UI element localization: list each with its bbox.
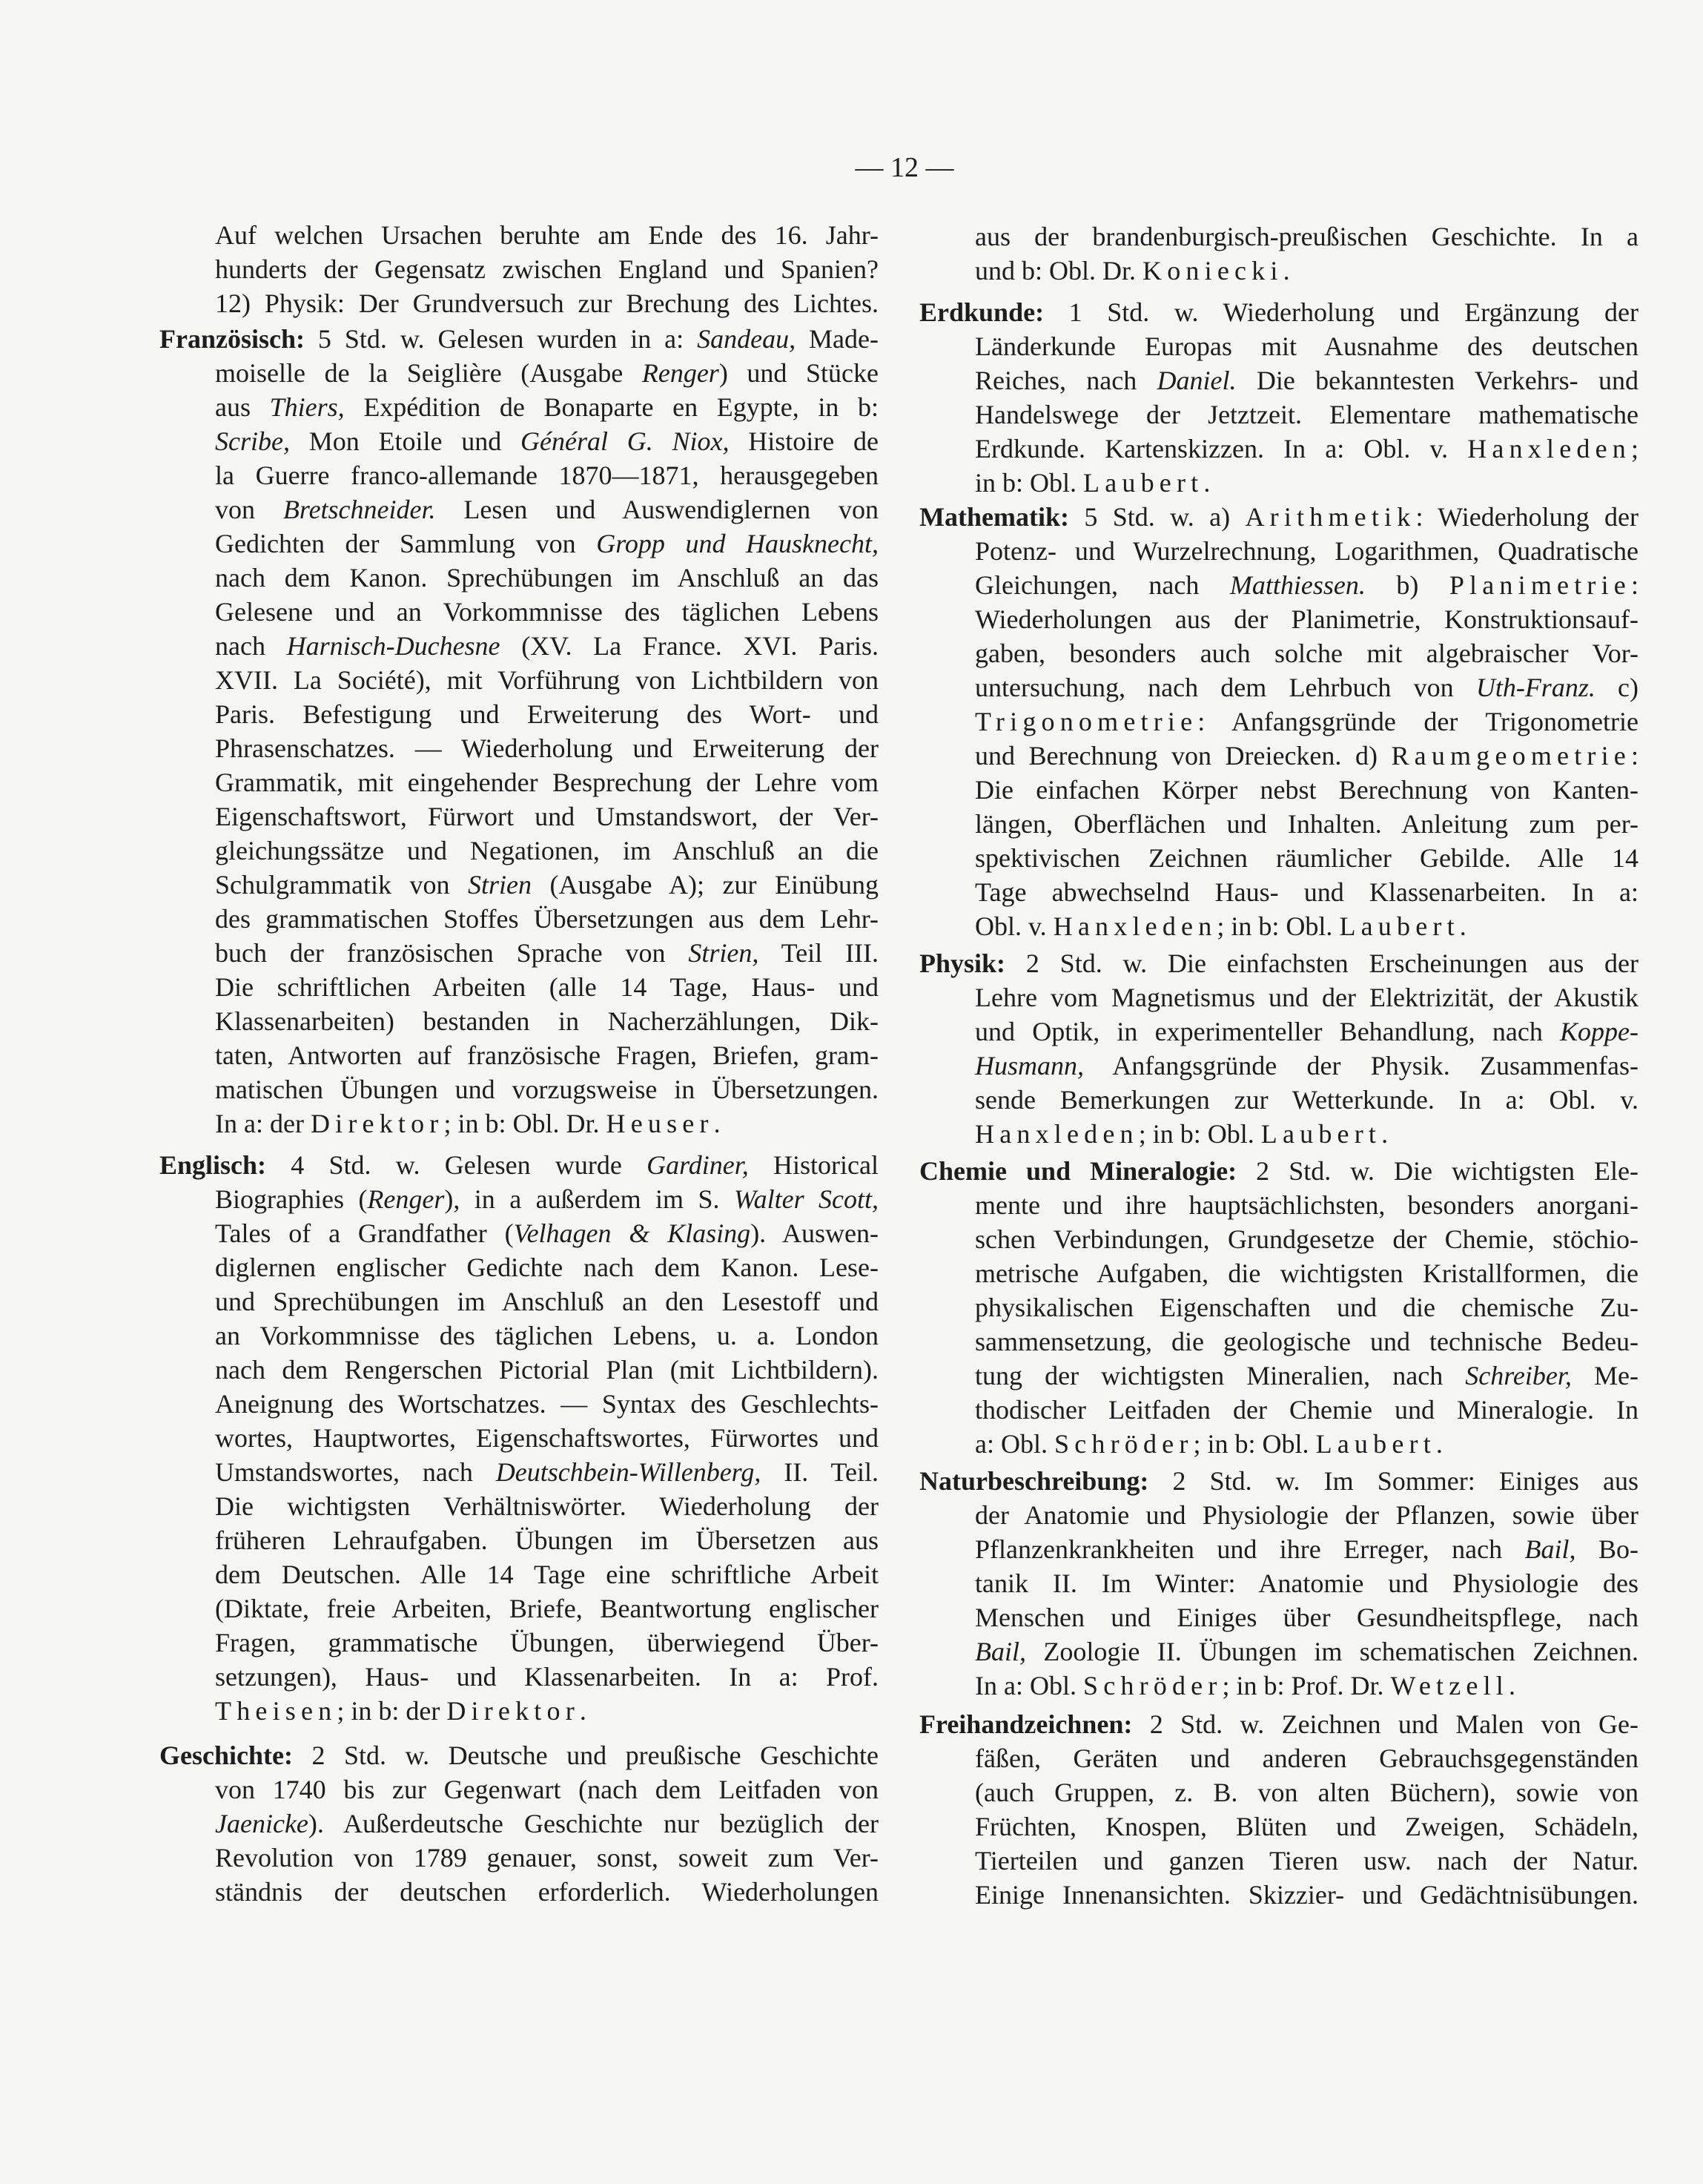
subject-heading: Physik: [919,949,1006,978]
text-run: Obl. v. [975,911,1054,941]
spaced-name: Planimetrie [1449,570,1631,600]
text-run: Gelesene und an Vorkommnisse des täglichen Lebens [215,597,879,627]
text-line [919,1532,1638,1566]
text-run: : [1630,741,1638,771]
text-line [919,1707,1638,1741]
spaced-name: Raumgeometrie [1391,741,1631,771]
text-line [159,1694,879,1728]
text-run: (Diktate, freie Arbeiten, Briefe, Beantwortung englischer [215,1594,879,1623]
text-line [159,765,879,799]
text-run: Zoologie II. Übungen im schematischen Zeichnen. [1026,1637,1638,1666]
text-line [159,970,879,1004]
text-run: aus der brandenburgisch-preußischen Geschichte. In a [975,222,1638,251]
text-line [919,807,1638,841]
text-line [159,1353,879,1387]
text-line [919,534,1638,568]
text-line [159,1216,879,1250]
text-run: Menschen und Einiges über Gesundheitspflege, nach [975,1603,1638,1632]
text-run: 2 Std. w. Die einfachsten Erscheinungen aus der [1005,949,1638,978]
paragraph-continuation [159,218,879,320]
text-run: physikalischen Eigenschaften und die chemische Zu- [975,1293,1638,1322]
text-run: Wiederholungen aus der Planimetrie, Konstruktionsauf- [975,604,1638,634]
text-line [919,1324,1638,1359]
text-run: ; in b: Obl. [1193,1429,1316,1459]
text-run: Die schriftlichen Arbeiten (alle 14 Tage, Haus- und [215,972,879,1002]
spaced-name: Direktor [310,1109,444,1138]
text-run: Handelswege der Jetztzeit. Elementare mathematische [975,400,1638,429]
text-line [919,1634,1638,1669]
text-run: (XV. La France. XVI. Paris. [500,631,879,661]
italic-title: Sandeau, [697,324,796,354]
paragraph-erdkunde [919,295,1638,500]
text-run: aus [215,392,270,422]
text-run: ; in b: Obl. [1138,1119,1261,1149]
text-line [159,1626,879,1660]
italic-title: Bail, [1524,1534,1576,1564]
text-run: mente und ihre hauptsächlichsten, besonders anorgani- [975,1190,1638,1220]
spaced-name: Laubert [1083,468,1204,498]
italic-title: Uth-Franz. [1475,673,1595,702]
text-line [919,739,1638,773]
text-run: und Berechnung von Dreiecken. d) [975,741,1392,771]
paragraph-geschichte-continuation [919,220,1638,288]
text-line [919,1809,1638,1844]
italic-title: Husmann, [975,1051,1085,1081]
text-run: 2 Std. w. Zeichnen und Malen von Ge- [1132,1709,1638,1739]
text-run: 5 Std. w. a) [1068,502,1246,532]
italic-title: Deutschbein-Willenberg, [495,1457,761,1487]
text-run: . [1283,256,1290,286]
paragraph-franzoesisch [159,322,879,1141]
text-run: nach dem Rengerschen Pictorial Plan (mit Lichtbildern). [215,1355,879,1385]
text-run: buch der französischen Sprache von [215,938,689,968]
italic-title: Renger [641,358,719,388]
spaced-name: Trigonometrie [975,707,1198,736]
text-run: schen Verbindungen, Grundgesetze der Chemie, stöchio- [975,1224,1638,1254]
text-line [159,902,879,936]
text-line [919,1049,1638,1083]
text-run: Tierteilen und ganzen Tieren usw. nach der Natur. [975,1846,1638,1875]
text-run: Eigenschaftswort, Fürwort und Umstandswort, der Ver- [215,802,879,831]
text-line [159,424,879,458]
spaced-name: Laubert [1315,1429,1436,1459]
text-line [919,602,1638,636]
italic-title: Schreiber, [1465,1361,1572,1390]
text-run: von [215,495,283,524]
text-line [159,356,879,390]
italic-title: Koppe- [1560,1017,1638,1046]
text-run: . [1381,1119,1389,1149]
text-line [159,834,879,868]
text-line [919,1669,1638,1703]
spaced-name: Direktor [446,1696,580,1726]
paragraph-chemie-mineralogie [919,1154,1638,1461]
text-line [919,1427,1638,1461]
text-run: Mon Etoile und [289,426,521,456]
text-run: ), in a außerdem im S. [444,1184,734,1214]
text-line [159,629,879,663]
text-line [159,1841,879,1875]
spaced-name: Hanxleden [1467,434,1631,463]
text-run: matischen Übungen und vorzugsweise in Übersetzungen. [215,1075,879,1104]
text-line [919,295,1638,329]
text-line [919,636,1638,670]
text-line [919,1222,1638,1256]
text-line [919,1498,1638,1532]
text-run: Erdkunde. Kartenskizzen. In a: Obl. v. [975,434,1468,463]
text-run: 1 Std. w. Wiederholung und Ergänzung der [1044,297,1638,327]
text-run: und b: Obl. Dr. [975,256,1143,286]
spaced-name: Arithmetik [1245,502,1416,532]
text-line [159,1004,879,1038]
text-run: Lehre vom Magnetismus und der Elektrizität, der Akustik [975,983,1638,1012]
text-line [159,1523,879,1557]
text-line [159,1738,879,1772]
text-line [159,1591,879,1626]
text-run: Tales of a Grandfather ( [215,1218,514,1248]
text-run: ; in b: Obl. Dr. [443,1109,606,1138]
italic-title: Général G. Niox, [520,426,730,456]
text-run: Die wichtigsten Verhältniswörter. Wiederholung der [215,1491,879,1521]
text-run: nach [215,631,287,661]
spaced-name: Wetzell [1390,1671,1509,1700]
text-run: Umstandswortes, nach [215,1457,496,1487]
text-line [159,663,879,697]
text-run: ). Außerdeutsche Geschichte nur bezüglich der [308,1809,879,1838]
text-line [159,1455,879,1489]
text-line [919,946,1638,980]
text-run: moiselle de la Seiglière (Ausgabe [215,358,642,388]
text-run: längen, Oberflächen und Inhalten. Anleitung zum per- [975,809,1638,839]
text-line [159,1284,879,1319]
text-run: taten, Antworten auf französische Fragen, Briefen, gram- [215,1040,879,1070]
text-run: Expédition de Bonaparte en Egypte, in b: [344,392,879,422]
paragraph-englisch [159,1148,879,1728]
text-run: Länderkunde Europas mit Ausnahme des deutschen [975,331,1638,361]
text-run: früheren Lehraufgaben. Übungen im Übersetzen aus [215,1525,879,1555]
text-run: . [579,1696,586,1726]
text-run: Einige Innenansichten. Skizzier- und Gedächtnisübungen. [975,1880,1638,1910]
text-line [159,561,879,595]
italic-title: Strien [468,870,532,900]
text-run: 2 Std. w. Deutsche und preußische Geschichte [292,1741,879,1770]
paragraph-physik [919,946,1638,1151]
text-run: ; in b: der [337,1696,447,1726]
text-run: (Ausgabe A); zur Einübung [532,870,879,900]
text-run: Früchten, Knospen, Blüten und Zweigen, Schädeln, [975,1812,1638,1841]
italic-title: Renger [367,1184,445,1214]
paragraph-mathematik [919,500,1638,943]
text-run: In a: Obl. [975,1671,1083,1700]
text-line [919,397,1638,432]
text-run: Fragen, grammatische Übungen, überwiegend Über- [215,1628,879,1657]
text-run: : Wiederholung der [1415,502,1638,532]
spaced-name: Theisen [215,1696,337,1726]
text-line [159,1250,879,1284]
text-line [159,1489,879,1523]
text-run: Aneignung des Wortschatzes. — Syntax des Geschlechts- [215,1389,879,1419]
text-run: Biographies ( [215,1184,368,1214]
text-line [159,868,879,902]
text-run: sende Bemerkungen zur Wetterkunde. In a: Obl. v. [975,1085,1638,1115]
text-line [919,432,1638,466]
text-run: gaben, besonders auch solche mit algebraischer Vor- [975,639,1638,668]
subject-heading: Französisch: [159,324,305,354]
text-run: Tage abwechselnd Haus- und Klassenarbeiten. In a: [975,877,1638,907]
subject-heading: Englisch: [159,1150,267,1180]
text-line [919,568,1638,602]
text-run: Made- [796,324,879,354]
text-run: Revolution von 1789 genauer, sonst, soweit zum Ver- [215,1843,879,1873]
text-line [919,1464,1638,1498]
italic-title: Bretschneider. [282,495,436,524]
text-run: tung der wichtigsten Mineralien, nach [975,1361,1466,1390]
text-line [919,1083,1638,1117]
text-run: In a: der [215,1109,311,1138]
text-run: Anfangsgründe der Physik. Zusammenfas- [1084,1051,1638,1081]
text-run: und Optik, in experimenteller Behandlung, nach [975,1017,1561,1046]
text-run: sammensetzung, die geologische und technische Bedeu- [975,1327,1638,1356]
text-run: : Anfangsgründe der Trigonometrie [1197,707,1638,736]
subject-heading: Chemie und Mineralogie: [919,1156,1237,1186]
text-run: b) [1365,570,1449,600]
text-line [159,286,879,320]
text-run: 12) Physik: Der Grundversuch zur Brechung des Lichtes. [215,288,879,318]
text-line [159,252,879,286]
subject-heading: Geschichte: [159,1741,293,1770]
text-line [159,697,879,731]
text-run: tanik II. Im Winter: Anatomie und Physiologie des [975,1568,1638,1598]
spaced-name: Schröder [1082,1671,1223,1700]
text-line [919,1741,1638,1775]
subject-heading: Erdkunde: [919,297,1045,327]
text-run: 5 Std. w. Gelesen wurden in a: [304,324,698,354]
text-run: diglernen englischer Gedichte nach dem Kanon. Lese- [215,1253,879,1282]
subject-heading: Naturbeschreibung: [919,1466,1149,1496]
text-run: an Vorkommnisse des täglichen Lebens, u. a. London [215,1321,879,1350]
text-run: wortes, Hauptwortes, Eigenschaftswortes, Fürwortes und [215,1423,879,1453]
text-line [919,1015,1638,1049]
text-run: la Guerre franco-allemande 1870—1871, herausgegeben [215,461,879,490]
text-line [159,731,879,765]
text-line [919,466,1638,500]
text-line [159,1660,879,1694]
page-number: — 12 — [855,152,954,183]
text-run: der Anatomie und Physiologie der Pflanzen, sowie über [975,1500,1638,1530]
text-run: in b: Obl. [975,468,1084,498]
text-run: thodischer Leitfaden der Chemie und Mineralogie. In [975,1395,1638,1425]
italic-title: Harnisch-Duchesne [286,631,500,661]
italic-title: Walter Scott, [733,1184,879,1214]
italic-title: Velhagen & Klasing [513,1218,751,1248]
text-run: ). Auswen- [750,1218,879,1248]
text-run: (auch Gruppen, z. B. von alten Büchern), sowie von [975,1778,1638,1807]
spaced-name: Heuser [606,1109,714,1138]
text-line [919,773,1638,807]
text-run: : [1630,570,1638,600]
paragraph-freihandzeichnen [919,1707,1638,1912]
text-run: des grammatischen Stoffes Übersetzungen aus dem Lehr- [215,904,879,934]
text-run: untersuchung, nach dem Lehrbuch von [975,673,1476,702]
italic-title: Daniel. [1157,366,1237,395]
text-run: setzungen), Haus- und Klassenarbeiten. In a: Prof. [215,1662,879,1692]
text-run: Gleichungen, nach [975,570,1230,600]
text-run: Historical [748,1150,879,1180]
text-line [919,1844,1638,1878]
text-line [159,1106,879,1141]
text-run: c) [1595,673,1638,702]
subject-heading: Mathematik: [919,502,1069,532]
text-run: Klassenarbeiten) bestanden in Nacherzählungen, Dik- [215,1006,879,1036]
text-run: Paris. Befestigung und Erweiterung des Wort- und [215,699,879,729]
text-run: ständnis der deutschen erforderlich. Wiederholungen [215,1877,879,1907]
text-line [919,1359,1638,1393]
text-line [919,670,1638,705]
text-run: Teil III. [758,938,879,968]
italic-title: Scribe, [215,426,290,456]
text-run: und Sprechübungen im Anschluß an den Lesestoff und [215,1287,879,1316]
italic-title: Gardiner, [647,1150,749,1180]
text-run: nach dem Kanon. Sprechübungen im Anschluß an das [215,563,879,593]
text-run: 2 Std. w. Die wichtigsten Ele- [1237,1156,1638,1186]
text-run: ; in b: Prof. Dr. [1222,1671,1391,1700]
text-line [919,363,1638,397]
text-line [159,458,879,492]
text-line [159,322,879,356]
text-line [919,705,1638,739]
text-run: Pflanzenkrankheiten und ihre Erreger, nach [975,1534,1525,1564]
italic-title: Strien, [688,938,759,968]
text-run: 4 Std. w. Gelesen wurde [266,1150,647,1180]
text-line [159,1038,879,1072]
text-run: . [1435,1429,1443,1459]
text-run: XVII. La Société), mit Vorführung von Lichtbildern von [215,665,879,695]
spaced-name: Hanxleden [975,1119,1139,1149]
text-run: Me- [1571,1361,1638,1390]
text-line [159,390,879,424]
text-line [919,1878,1638,1912]
text-line [919,1256,1638,1290]
text-run: . [713,1109,721,1138]
text-line [919,909,1638,943]
text-line [919,1775,1638,1809]
text-line [919,254,1638,288]
text-line [919,1154,1638,1188]
text-line [159,595,879,629]
text-run: metrische Aufgaben, die wichtigsten Kristallformen, die [975,1258,1638,1288]
text-run: . [1459,911,1466,941]
text-run: Gedichten der Sammlung von [215,529,597,558]
text-run: von 1740 bis zur Gegenwart (nach dem Leitfaden von [215,1775,879,1804]
text-line [159,799,879,834]
text-run: fäßen, Geräten und anderen Gebrauchsgegenständen [975,1743,1638,1773]
text-line [919,220,1638,254]
text-run: Phrasenschatzes. — Wiederholung und Erweiterung der [215,733,879,763]
text-line [159,1772,879,1807]
text-run: Die einfachen Körper nebst Berechnung von Kanten- [975,775,1638,805]
text-run: 2 Std. w. Im Sommer: Einiges aus [1148,1466,1638,1496]
text-line [919,1600,1638,1634]
text-run: . [1203,468,1211,498]
text-line [159,1807,879,1841]
text-run: . [1508,1671,1515,1700]
text-line [159,1148,879,1182]
text-run: a: Obl. [975,1429,1054,1459]
text-line [919,1290,1638,1324]
text-line [919,1188,1638,1222]
text-line [919,1566,1638,1600]
text-run: Reiches, nach [975,366,1157,395]
italic-title: Thiers, [269,392,345,422]
text-run: gleichungssätze und Negationen, im Anschluß an die [215,836,879,865]
text-line [919,1393,1638,1427]
text-line [159,492,879,527]
text-line [919,980,1638,1015]
paragraph-naturbeschreibung [919,1464,1638,1703]
spaced-name: Hanxleden [1053,911,1217,941]
text-line [159,1875,879,1909]
text-line [919,1117,1638,1151]
text-run: Auf welchen Ursachen beruhte am Ende des 16. Jahr- [215,220,879,250]
text-run: Schulgrammatik von [215,870,468,900]
text-line [919,500,1638,534]
text-run: Grammatik, mit eingehender Besprechung der Lehre vom [215,768,879,797]
text-line [919,841,1638,875]
text-line [159,1421,879,1455]
text-run: Die bekanntesten Verkehrs- und [1236,366,1638,395]
text-run: dem Deutschen. Alle 14 Tage eine schriftliche Arbeit [215,1560,879,1589]
text-run: II. Teil. [761,1457,879,1487]
text-line [159,1387,879,1421]
text-run: Bo- [1575,1534,1638,1564]
italic-title: Jaenicke [215,1809,308,1838]
text-line [159,527,879,561]
text-run: Histoire de [729,426,879,456]
spaced-name: Koniecki [1143,256,1283,286]
text-line [919,875,1638,909]
italic-title: Gropp und Hausknecht, [596,529,879,558]
text-run: ) und Stücke [718,358,879,388]
text-run: hunderts der Gegensatz zwischen England und Spanien? [215,254,879,284]
text-line [159,218,879,252]
italic-title: Bail, [975,1637,1026,1666]
text-line [159,936,879,970]
subject-heading: Freihandzeichnen: [919,1709,1133,1739]
text-line [159,1319,879,1353]
text-line [159,1072,879,1106]
spaced-name: Laubert [1339,911,1460,941]
text-line [919,329,1638,363]
text-line [159,1557,879,1591]
text-run: ; in b: Obl. [1217,911,1340,941]
text-run: ; [1630,434,1638,463]
text-run: Potenz- und Wurzelrechnung, Logarithmen, Quadratische [975,536,1638,566]
spaced-name: Schröder [1054,1429,1194,1459]
italic-title: Matthiessen. [1229,570,1366,600]
text-line [159,1182,879,1216]
text-run: Lesen und Auswendiglernen von [435,495,879,524]
text-run: spektivischen Zeichnen räumlicher Gebilde. Alle 14 [975,843,1638,873]
spaced-name: Laubert [1260,1119,1382,1149]
paragraph-geschichte [159,1738,879,1909]
